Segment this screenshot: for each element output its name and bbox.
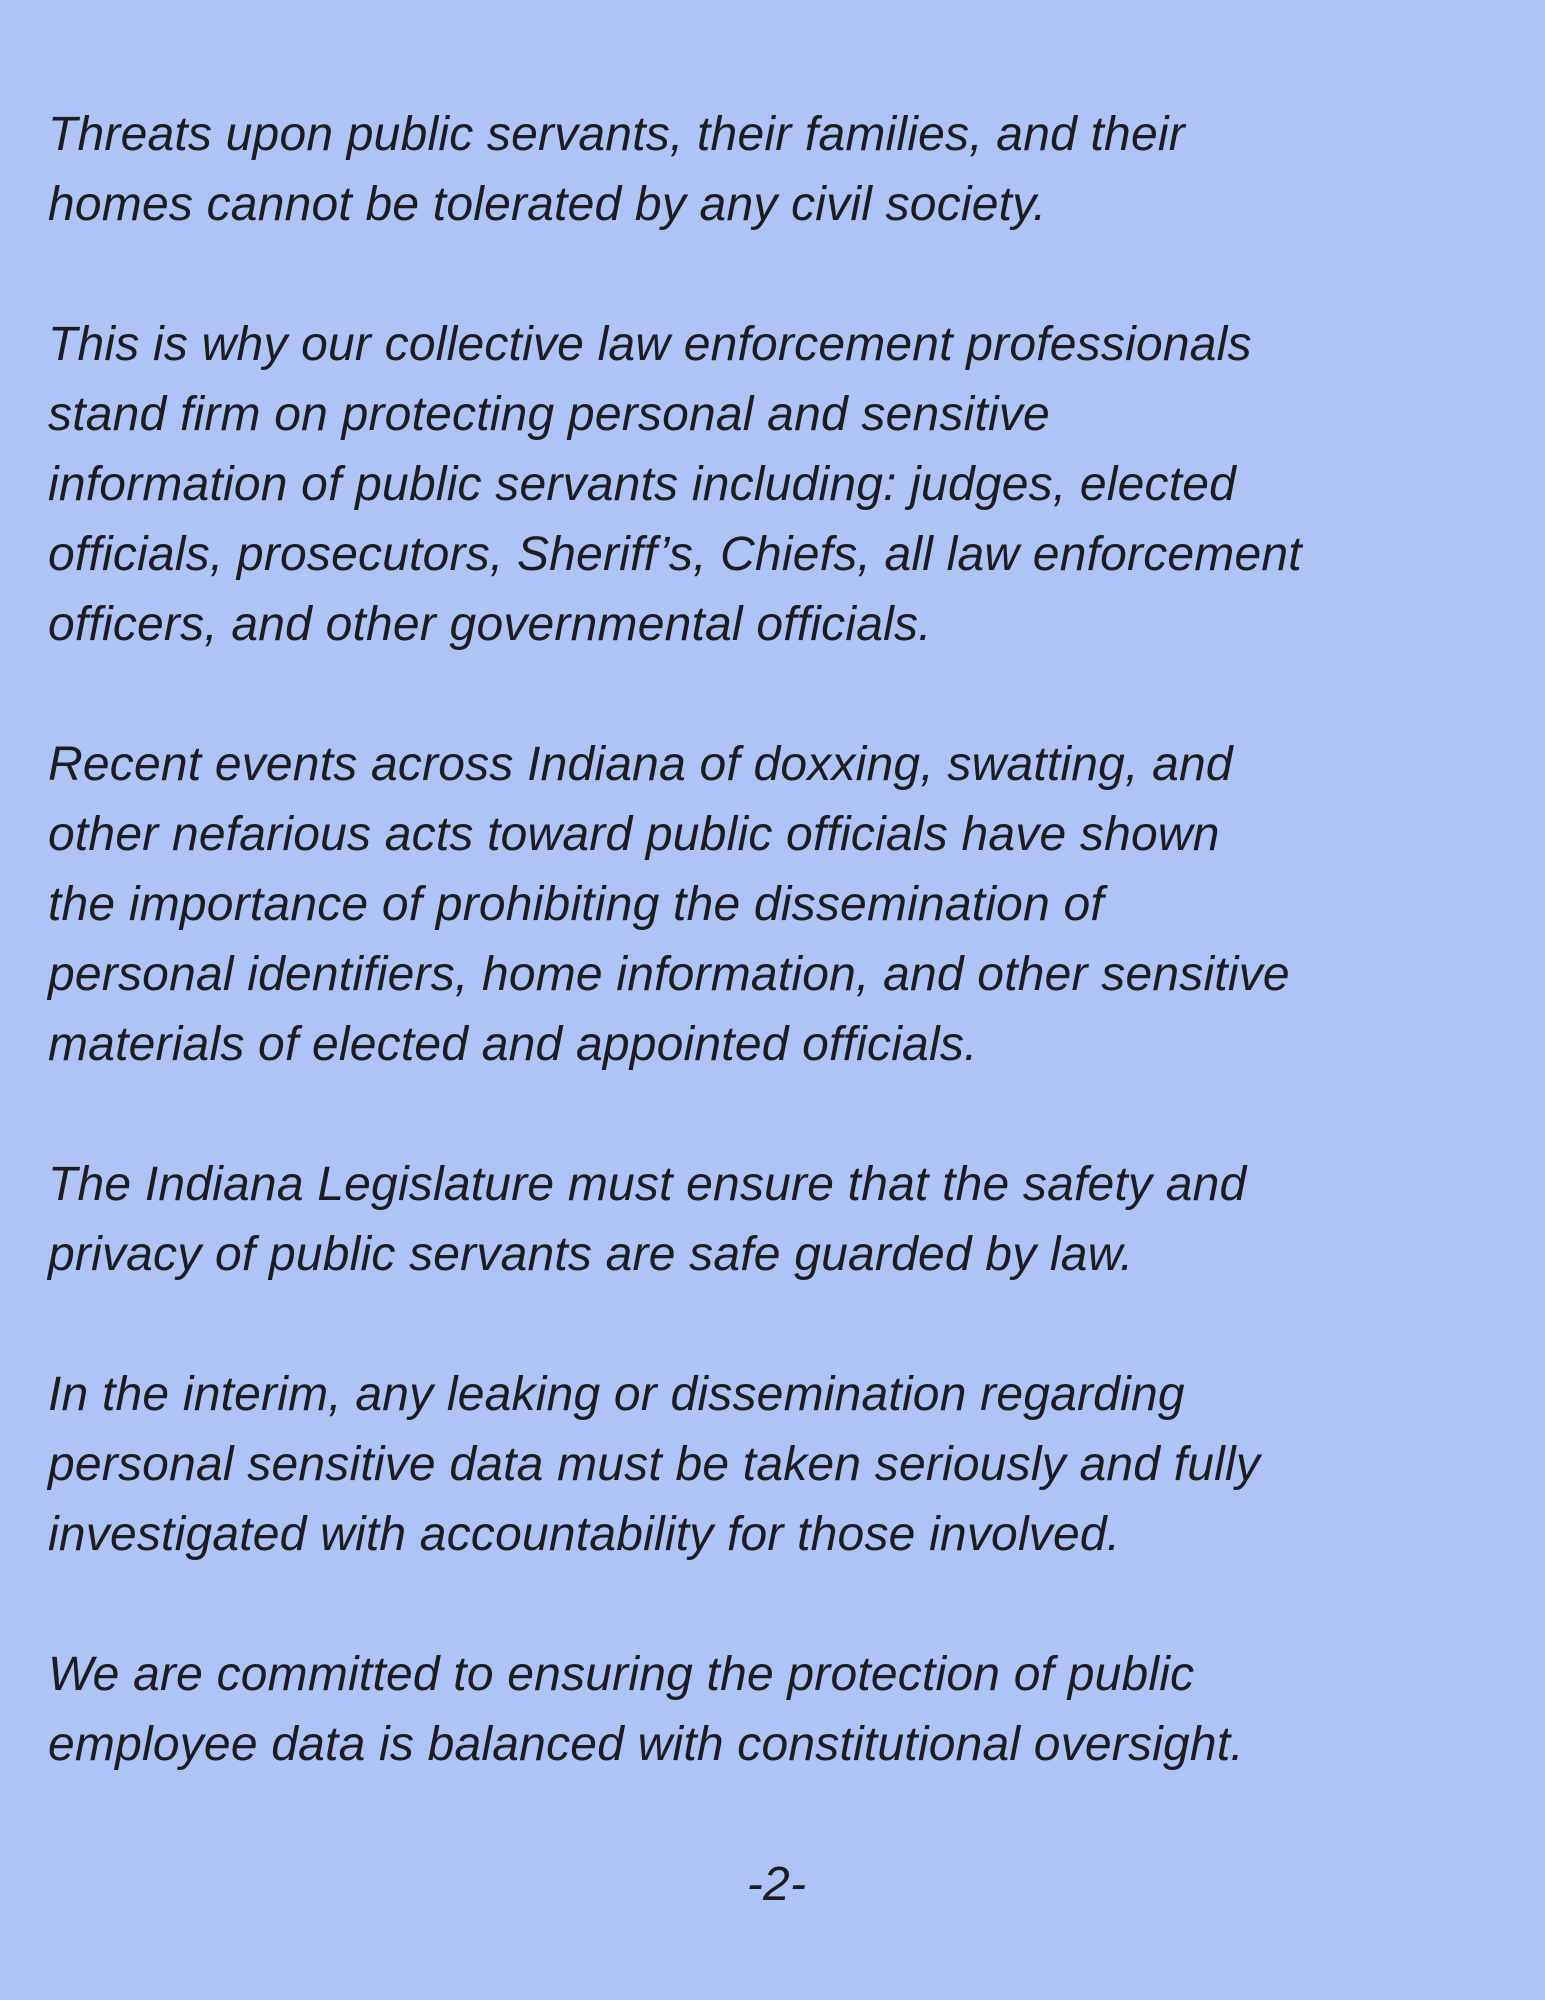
document-body — [48, 100, 1505, 1780]
paragraph — [48, 310, 1505, 660]
paragraph — [48, 1150, 1505, 1290]
text-line: the importance of prohibiting the dissemination of — [48, 878, 1104, 931]
paragraph — [48, 730, 1505, 1080]
paragraph — [48, 1640, 1505, 1780]
text-line: This is why our collective law enforcement professionals — [48, 318, 1252, 371]
text-line: investigated with accountability for those involved. — [48, 1508, 1121, 1561]
text-line: homes cannot be tolerated by any civil society. — [48, 178, 1047, 231]
page-number: -2- — [746, 1858, 807, 1911]
text-line: officers, and other governmental officials. — [48, 598, 932, 651]
text-line: materials of elected and appointed officials. — [48, 1018, 978, 1071]
text-line: officials, prosecutors, Sheriff’s, Chiefs, all law enforcement — [48, 528, 1302, 581]
text-line: We are committed to ensuring the protection of public — [48, 1648, 1195, 1701]
text-line: The Indiana Legislature must ensure that the safety and — [48, 1158, 1247, 1211]
text-line: stand firm on protecting personal and sensitive — [48, 388, 1050, 441]
paragraph — [48, 1360, 1505, 1570]
text-line: personal sensitive data must be taken seriously and fully — [48, 1438, 1261, 1491]
text-line: Threats upon public servants, their families, and their — [48, 108, 1185, 161]
text-line: employee data is balanced with constitutional oversight. — [48, 1718, 1244, 1771]
text-line: other nefarious acts toward public officials have shown — [48, 808, 1220, 861]
text-line: personal identifiers, home information, and other sensitive — [48, 948, 1290, 1001]
text-line: Recent events across Indiana of doxxing, swatting, and — [48, 738, 1233, 791]
paragraph — [48, 100, 1505, 240]
text-line: privacy of public servants are safe guarded by law. — [48, 1228, 1134, 1281]
text-line: information of public servants including: judges, elected — [48, 458, 1237, 511]
text-line: In the interim, any leaking or dissemination regarding — [48, 1368, 1185, 1421]
